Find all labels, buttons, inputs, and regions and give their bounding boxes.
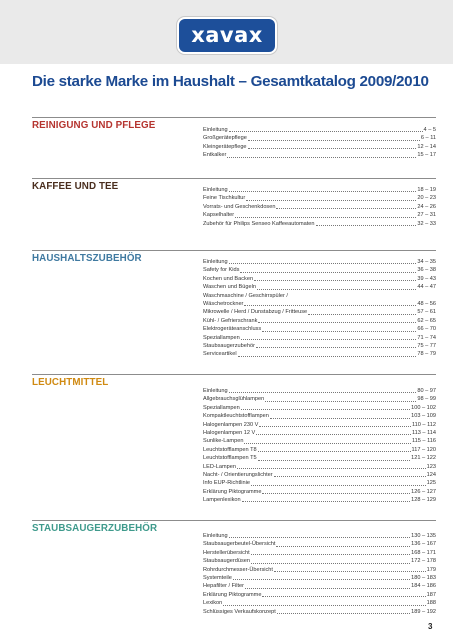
toc-entry: Schlüssiges Verkaufskonzept 189 – 192: [203, 608, 436, 615]
toc-entry: Halogenlampen 12 V 113 – 114: [203, 429, 436, 436]
toc-entry: Allgebrauchsglühlampen 98 – 99: [203, 396, 436, 403]
toc-entry: Lampenlexikon 128 – 129: [203, 497, 436, 504]
section-title-haushalt: HAUSHALTSZUBEHÖR: [32, 253, 142, 264]
section-title-staubsauger: STAUBSAUGERZUBEHÖR: [32, 523, 158, 534]
page-number: 3: [428, 622, 433, 631]
section-divider: [32, 520, 436, 521]
toc-entry: Info EUP-Richtlinie 125: [203, 480, 436, 487]
header-band: [0, 0, 453, 64]
toc-entry: Halogenlampen 230 V 110 – 112: [203, 421, 436, 428]
toc-entry: Leuchtstofflampen T5 121 – 122: [203, 455, 436, 462]
toc-entry: Elektrogeräteanschluss 66 – 70: [203, 326, 436, 333]
toc-entry: Staubsaugerdüsen 172 – 178: [203, 558, 436, 565]
section-divider: [32, 374, 436, 375]
toc-entry: Waschen und Bügeln 44 – 47: [203, 284, 436, 291]
section-divider: [32, 117, 436, 118]
toc-entry: Erklärung Piktogramme 126 – 127: [203, 488, 436, 495]
toc-entry: Wäschetrockner 48 – 56: [203, 300, 436, 307]
section-divider: [32, 178, 436, 179]
toc-entry: Staubsaugerbeutel-Übersicht 136 – 167: [203, 541, 436, 548]
toc-entry: Staubsaugerzubehör 75 – 77: [203, 342, 436, 349]
toc-entry: Systemteile 180 – 183: [203, 574, 436, 581]
toc-entry: Kochen und Backen 39 – 43: [203, 275, 436, 282]
toc-entry: Leuchtstofflampen T8 117 – 120: [203, 446, 436, 453]
toc-entry: Kühl- / Gefrierschrank 62 – 65: [203, 317, 436, 324]
toc-entry: Einleitung 18 – 19: [203, 186, 436, 193]
toc-entry: Kleingerätepflege 12 – 14: [203, 143, 436, 150]
toc-entry: Speziallampen 71 – 74: [203, 334, 436, 341]
toc-entry: Mikrowelle / Herd / Dunstabzug / Fritteuse 57 – 61: [203, 309, 436, 316]
toc-entry: Herstellerübersicht 168 – 171: [203, 549, 436, 556]
toc-entry: Einleitung 34 – 35: [203, 258, 436, 265]
toc-staubsauger: [203, 532, 436, 616]
toc-entry: Safety for Kids 36 – 38: [203, 267, 436, 274]
toc-entry: Sunlike-Lampen 115 – 116: [203, 438, 436, 445]
toc-leuchtmittel: [203, 387, 436, 504]
toc-entry: Einleitung 80 – 97: [203, 387, 436, 394]
section-divider: [32, 250, 436, 251]
section-title-kaffee: KAFFEE UND TEE: [32, 181, 119, 192]
toc-haushalt: [203, 258, 436, 359]
toc-entry: Feine Tischkultur 20 – 23: [203, 195, 436, 202]
toc-kaffee: [203, 186, 436, 228]
toc-entry: Entkalker 15 – 17: [203, 152, 436, 159]
toc-entry: Vorrats- und Geschenkdosen 24 – 26: [203, 203, 436, 210]
toc-entry: Einleitung 4 – 5: [203, 126, 436, 133]
section-title-reinigung: REINIGUNG UND PFLEGE: [32, 120, 156, 131]
toc-entry: Zubehör für Philips Senseo Kaffeeautomaten 32 – 33: [203, 220, 436, 227]
toc-entry: Serviceartikel 78 – 79: [203, 351, 436, 358]
xavax-logo: [179, 19, 275, 52]
toc-entry: Rohrdurchmesser-Übersicht 179: [203, 566, 436, 573]
toc-reinigung: [203, 126, 436, 160]
toc-entry: LED-Lampen 123: [203, 463, 436, 470]
toc-entry: Kapselhalter 27 – 31: [203, 212, 436, 219]
toc-entry: Hepafilter / Filter 184 – 186: [203, 583, 436, 590]
toc-entry: Speziallampen 100 – 102: [203, 404, 436, 411]
page-title: Die starke Marke im Haushalt – Gesamtkatalog 2009/2010: [32, 73, 429, 90]
logo-text: xavax: [191, 23, 263, 47]
toc-entry: Waschmaschine / Geschirrspüler /: [203, 292, 288, 299]
toc-entry: Kompaktleuchtstofflampen 103 – 109: [203, 413, 436, 420]
section-title-leuchtmittel: LEUCHTMITTEL: [32, 377, 109, 388]
toc-entry: Einleitung 130 – 135: [203, 532, 436, 539]
toc-entry: Erklärung Piktogramme 187: [203, 591, 436, 598]
toc-entry: Großgerätepflege 6 – 11: [203, 135, 436, 142]
toc-entry: Lexikon 188: [203, 600, 436, 607]
toc-entry: Nacht- / Orientierungslichter 124: [203, 471, 436, 478]
